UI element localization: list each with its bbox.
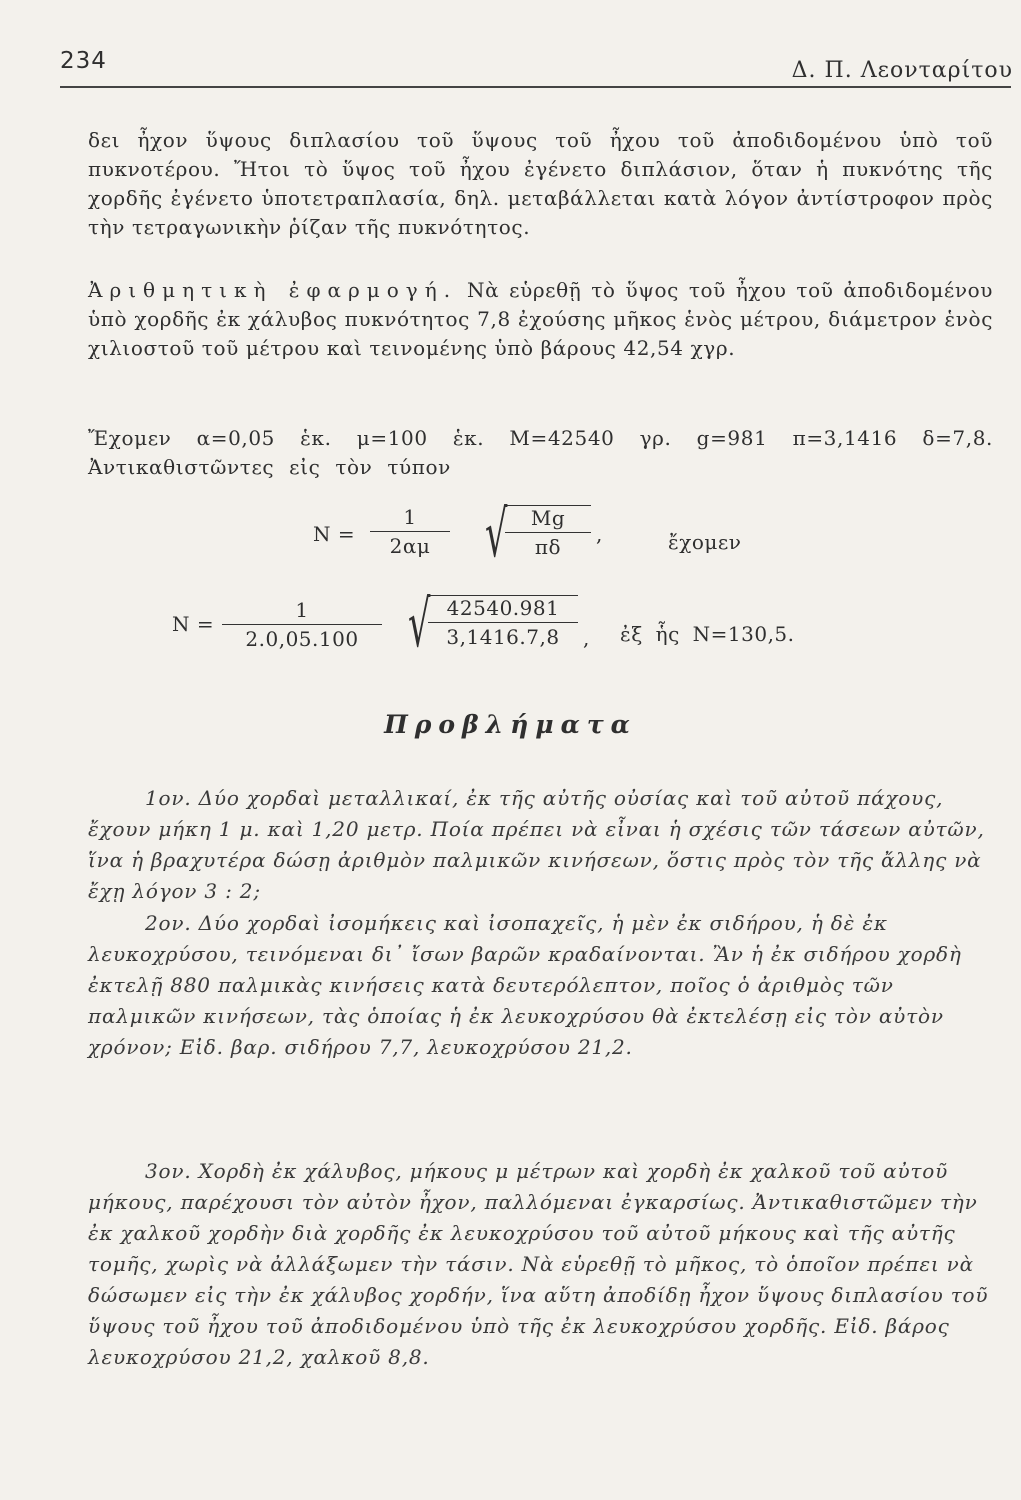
paragraph-2 <box>88 276 993 363</box>
equation-2-radical-numerator: 42540.981 <box>428 596 578 623</box>
problem-3: 3ον. Χορδὴ ἐκ χάλυβος, μήκους μ μέτρων καὶ χορδὴ ἐκ χαλκοῦ τοῦ αὐτοῦ μήκους, παρέχουσι τὸν αὐτὸν ἦχον, παλλόμεναι ἐγκαρσίως. Ἀντικαθιστῶμεν τὴν ἐκ χαλκοῦ χορδὴν διὰ χορδῆς ἐκ λευκοχρύσου τοῦ αὐτοῦ μήκους καὶ τῆς αὐτῆς τομῆς, χωρὶς νὰ ἀλλάξωμεν τὴν τάσιν. Νὰ εὑρεθῇ τὸ μῆκος, τὸ ὁποῖον πρέπει νὰ δώσωμεν εἰς τὴν ἐκ χάλυβος χορδήν, ἵνα αὕτη ἀποδίδῃ ἦχον ὕψους διπλασίου τοῦ ὕψους τοῦ ἦχου τοῦ ἀποδιδομένου ὑπὸ τῆς ἐκ λευκοχρύσου χορδῆς. Εἰδ. βάρος λευκοχρύσου 21,2, χαλκοῦ 8,8. <box>88 1159 989 1369</box>
section-title: Προβλήματα <box>384 710 637 739</box>
equation-2-radical <box>408 588 598 663</box>
equation-2-comma: , <box>583 626 590 650</box>
equation-1-trailing: ἔχομεν <box>668 530 742 554</box>
paragraph-3: Ἔχομεν α=0,05 ἑκ. μ=100 ἑκ. Μ=42540 γρ. g=981 π=3,1416 δ=7,8. Ἀντικαθιστῶντες εἰς τὸν τύπον <box>88 426 993 479</box>
page-header <box>60 44 1021 84</box>
equation-2-fraction <box>222 598 382 651</box>
problem-2: 2ον. Δύο χορδαὶ ἰσομήκεις καὶ ἰσοπαχεῖς, ἡ μὲν ἐκ σιδήρου, ἡ δὲ ἐκ λευκοχρύσου, τεινόμεναι δι᾽ ἴσων βαρῶν κραδαίνονται. Ἂν ἡ ἐκ σιδήρου χορδὴ ἐκτελῇ 880 παλμικὰς κινήσεις κατὰ δευτερόλεπτον, ποῖος ὁ ἀριθμὸς τῶν παλμικῶν κινήσεων, τὰς ὁποίας ἡ ἐκ λευκοχρύσου θὰ ἐκτελέσῃ εἰς τὸν αὐτὸν χρόνον; Εἰδ. βαρ. σιδήρου 7,7, λευκοχρύσου 21,2. <box>88 911 962 1059</box>
equation-1-fraction <box>370 505 450 558</box>
equation-1-lhs: N = <box>313 522 356 546</box>
page-number: 234 <box>60 48 107 74</box>
equation-1-denominator: 2αμ <box>389 534 431 558</box>
radical-sign-icon: √ <box>485 498 508 572</box>
paragraph-2-heading: Ἀριθμητικὴ ἐφαρμογή. <box>88 278 458 302</box>
problem-1: 1ον. Δύο χορδαὶ μεταλλικαί, ἐκ τῆς αὐτῆς οὐσίας καὶ τοῦ αὐτοῦ πάχους, ἔχουν μήκη 1 μ. καὶ 1,20 μετρ. Ποία πρέπει νὰ εἶναι ἡ σχέσις τῶν τάσεων αὐτῶν, ἵνα ἡ βραχυτέρα δώσῃ ἀριθμὸν παλμικῶν κινήσεων, ὅστις πρὸς τὸν τῆς ἄλλης νὰ ἔχῃ λόγον 3 : 2; <box>88 786 985 903</box>
equation-1-numerator: 1 <box>370 505 450 532</box>
equation-2-denominator: 2.0,05.100 <box>245 627 359 651</box>
running-head: Δ. Π. Λεονταρίτου <box>791 58 1013 83</box>
equation-1-comma: , <box>596 522 603 546</box>
radical-sign-icon: √ <box>408 588 431 662</box>
equation-1-radical-numerator: Mg <box>505 506 591 533</box>
paragraph-2-body: Νὰ εὑρεθῇ τὸ ὕψος τοῦ ἦχου τοῦ ἀποδιδομένου ὑπὸ χορδῆς ἐκ χάλυβος πυκνότητος 7,8 ἐχούσης μῆκος ἑνὸς μέτρου, διάμετρον ἑνὸς χιλιοστοῦ τοῦ μέτρου καὶ τεινομένης ὑπὸ βάρους 42,54 χγρ. <box>88 278 993 360</box>
equation-2-numerator: 1 <box>222 598 382 625</box>
paragraph-1: δει ἦχον ὕψους διπλασίου τοῦ ὕψους τοῦ ἦχου τοῦ ἀποδιδομένου ὑπὸ τοῦ πυκνοτέρου. Ἤτοι τὸ ὕψος τοῦ ἦχου ἐγένετο διπλάσιον, ὅταν ἡ πυκνότης τῆς χορδῆς ἐγένετο ὑποτετραπλασία, δηλ. μεταβάλλεται κατὰ λόγον ἀντίστροφον πρὸς τὴν τετραγωνικὴν ῥίζαν τῆς πυκνότητος. <box>88 128 993 239</box>
equation-1-radical-denominator: πδ <box>534 535 562 559</box>
equation-2-lhs: N = <box>172 612 215 636</box>
equation-2-result: ἐξ ἧς N=130,5. <box>620 622 795 646</box>
equation-2-radical-denominator: 3,1416.7,8 <box>446 625 560 649</box>
equation-1-radical <box>485 498 605 572</box>
header-rule <box>60 86 1011 88</box>
